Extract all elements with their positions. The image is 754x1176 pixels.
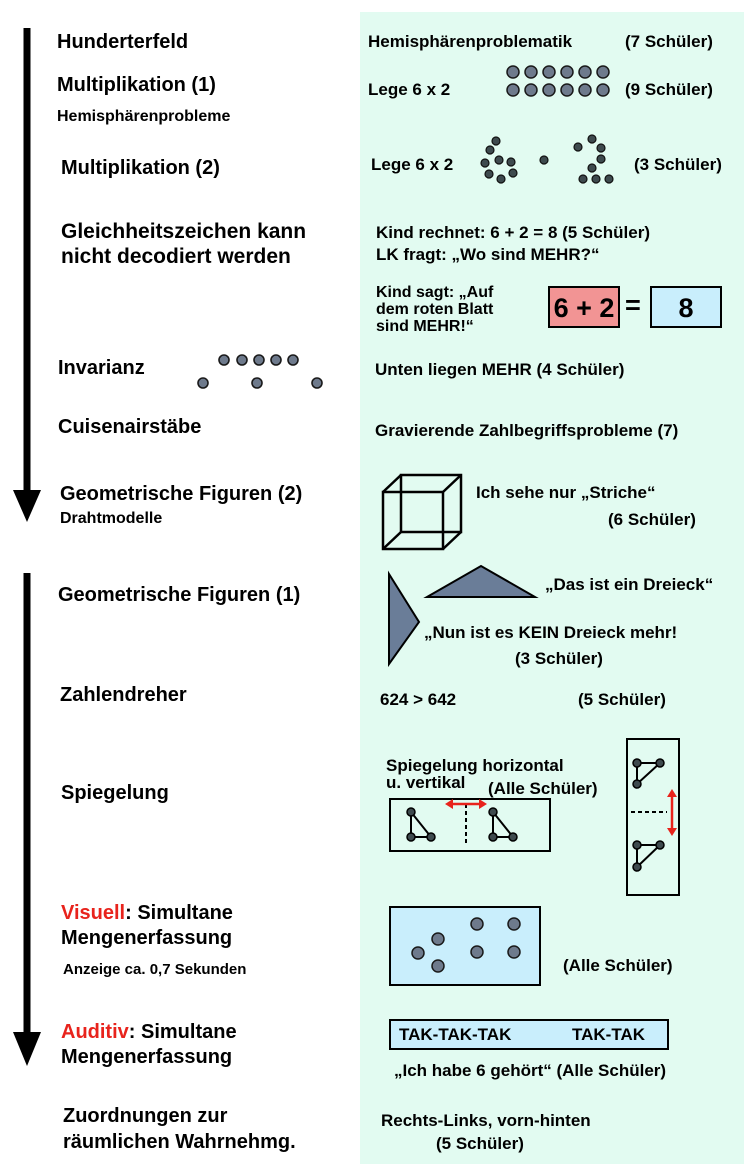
label-cuisenairstaebe: Cuisenairstäbe <box>58 416 202 438</box>
blue-sheet-box <box>650 286 722 328</box>
vertical-mirror-figure <box>625 737 683 899</box>
count-zahlendreher: (5 Schüler) <box>578 690 666 709</box>
visuell-highlight: Visuell <box>61 902 126 924</box>
text-das-ist-ein-dreieck: „Das ist ein Dreieck“ <box>545 575 714 594</box>
text-nur-striche: Ich sehe nur „Striche“ <box>476 483 656 502</box>
label-multiplikation-2: Multiplikation (2) <box>61 157 220 179</box>
equals-sign: = <box>625 290 641 320</box>
label-invarianz: Invarianz <box>58 357 145 379</box>
text-lege-6x2-a: Lege 6 x 2 <box>368 80 451 99</box>
equation-right: 8 <box>678 293 694 323</box>
dot-grid-6x2 <box>500 62 610 102</box>
wire-cube-icon <box>380 472 470 552</box>
label-gleichheit-1: Gleichheitszeichen kann <box>61 220 307 243</box>
label-zuordnungen-2: räumlichen Wahrnehmg. <box>63 1131 296 1153</box>
label-visuell <box>61 902 233 925</box>
label-spiegelung: Spiegelung <box>61 782 169 804</box>
red-sheet-box <box>548 286 620 328</box>
triangle-flat-icon <box>424 563 540 601</box>
text-spiegelung-1: Spiegelung horizontal <box>386 756 564 775</box>
count-striche: (6 Schüler) <box>608 510 696 529</box>
dot-digits-6-2 <box>470 125 620 195</box>
text-kind-sagt-1: Kind sagt: „Auf <box>376 284 494 301</box>
visuell-rest: : Simultane <box>125 902 233 924</box>
label-drahtmodelle: Drahtmodelle <box>60 510 163 527</box>
text-624-642: 624 > 642 <box>380 690 457 709</box>
label-geometrische-figuren-2: Geometrische Figuren (2) <box>60 483 303 505</box>
invarianz-dots <box>190 345 330 395</box>
label-auditiv-line2: Mengenerfassung <box>61 1046 233 1068</box>
visual-dot-card <box>389 906 541 986</box>
triangle-rotated-icon <box>385 570 425 670</box>
count-hemi: (7 Schüler) <box>625 32 713 51</box>
tak-three: TAK-TAK-TAK <box>399 1025 512 1044</box>
text-kind-sagt-2: dem roten Blatt <box>376 301 494 318</box>
label-gleichheit-2: nicht decodiert werden <box>61 245 291 268</box>
count-lege-a: (9 Schüler) <box>625 80 713 99</box>
count-lege-b: (3 Schüler) <box>634 155 722 174</box>
label-geometrische-figuren-1: Geometrische Figuren (1) <box>58 584 301 606</box>
count-rechts-links: (5 Schüler) <box>436 1134 524 1153</box>
tak-sound-box <box>389 1019 669 1050</box>
label-anzeige: Anzeige ca. 0,7 Sekunden <box>63 961 247 978</box>
label-hunderterfeld: Hunderterfeld <box>57 31 189 53</box>
tak-two: TAK-TAK <box>572 1025 646 1044</box>
text-ich-habe-6-gehoert: „Ich habe 6 gehört“ (Alle Schüler) <box>394 1061 667 1080</box>
text-lege-6x2-b: Lege 6 x 2 <box>371 155 454 174</box>
text-unten-liegen-mehr: Unten liegen MEHR (4 Schüler) <box>375 360 625 379</box>
count-spiegelung: (Alle Schüler) <box>488 779 598 798</box>
count-kein-dreieck: (3 Schüler) <box>515 649 603 668</box>
auditiv-rest: : Simultane <box>128 1021 237 1043</box>
text-gravierende-probleme: Gravierende Zahlbegriffsprobleme (7) <box>375 421 679 440</box>
text-spiegelung-2: u. vertikal <box>386 773 466 792</box>
label-zuordnungen-1: Zuordnungen zur <box>63 1105 228 1127</box>
label-auditiv <box>61 1021 237 1044</box>
timeline-arrow-2 <box>0 0 60 1080</box>
label-multiplikation-1: Multiplikation (1) <box>57 74 216 96</box>
text-lk-fragt: LK fragt: „Wo sind MEHR?“ <box>376 245 600 264</box>
text-hemisphaerenproblematik: Hemisphärenproblematik <box>368 32 573 51</box>
label-visuell-line2: Mengenerfassung <box>61 927 233 949</box>
text-kind-rechnet: Kind rechnet: 6 + 2 = 8 (5 Schüler) <box>376 223 650 242</box>
count-visuell: (Alle Schüler) <box>563 956 673 975</box>
text-kind-sagt-3: sind MEHR!“ <box>376 318 474 335</box>
six-dots-icon <box>391 908 539 984</box>
label-zahlendreher: Zahlendreher <box>60 684 187 706</box>
auditiv-highlight: Auditiv <box>61 1021 129 1043</box>
equation-left: 6 + 2 <box>553 293 615 323</box>
text-rechts-links: Rechts-Links, vorn-hinten <box>381 1111 591 1130</box>
text-kein-dreieck: „Nun ist es KEIN Dreieck mehr! <box>424 623 678 642</box>
label-hemisphaerenprobleme: Hemisphärenprobleme <box>57 108 231 125</box>
horizontal-mirror-figure <box>389 798 553 854</box>
